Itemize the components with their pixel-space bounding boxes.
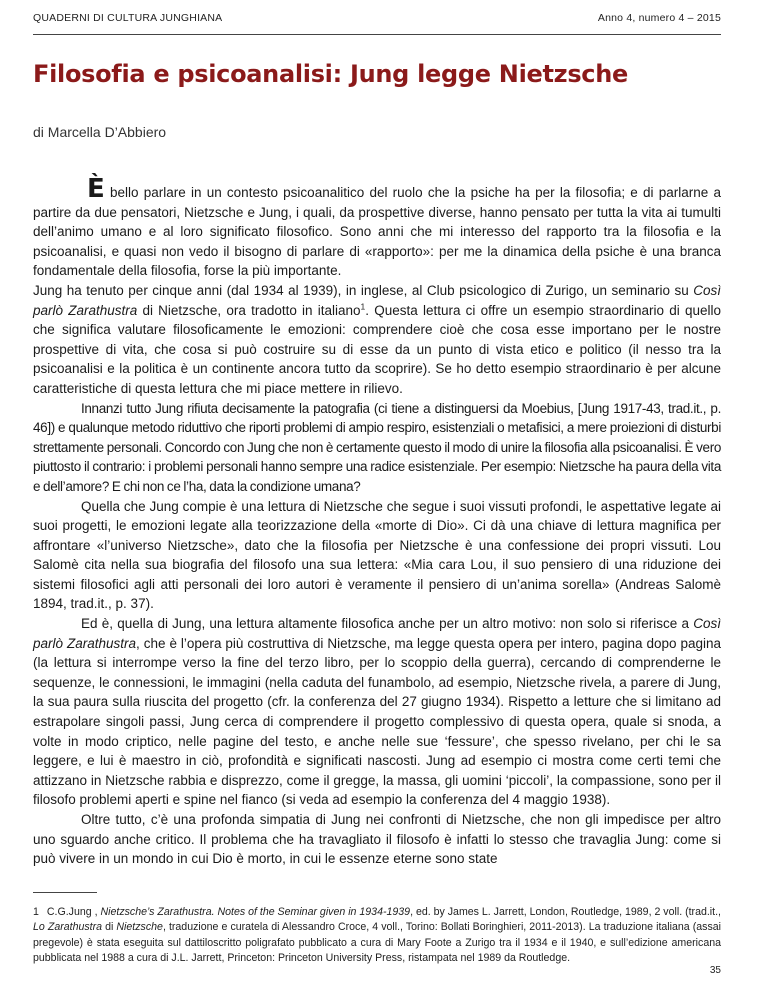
running-header bbox=[33, 12, 721, 28]
footnote-reference[interactable]: 1 bbox=[360, 301, 366, 312]
paragraph-4: Quella che Jung compie è una lettura di Nietzsche che segue i suoi vissuti profondi, le aspettative legate ai suoi progetti, le emozioni legate alla teorizzazione della «morte di Dio». Ci dà una chiave di lettura magnifica per affrontare «l’universo Nietzsche», dato che la filosofia per Nietzsche è una confessione dei propri vissuti. Lou Salomè cita nella sua biografia del filosofo una sua lettera: «Mia cara Lou, il suo pensiero di una riduzione dei sistemi filosofici agli atti personali dei loro autori è veramente il pensiero di un’anima sorella» (Andreas Salomè 1894, trad.it., p. 37). bbox=[33, 498, 721, 612]
paragraph-3: Innanzi tutto Jung rifiuta decisamente la patografia (ci tiene a distinguersi da Moebius, [Jung 1917-43, trad.it., p. 46]) e qualunque metodo riduttivo che riporti problemi di ampio respiro, esistenziali o metafisici, a mere proiezioni di disturbi strettamente personali. Concordo con Jung che non è certamente questo il modo di unire la filosofia alla psicoanalisi. È vero piuttosto il contrario: i problemi personali hanno sempre una radice esistenziale. Per esempio: Nietzsche ha paura della vita e dell’amore? E chi non ce l’ha, data la condizione umana? bbox=[33, 400, 721, 494]
paragraph-1-text: bello parlare in un contesto psicoanalitico del ruolo che la psiche ha per la filosofia; e di parlarne a partire da due pensatori, Nietzsche e Jung, i quali, da prospettive diverse, hanno pensato per tutta la vita ai tumulti dell’animo umano e al loro significato filosofico. Sono anni che mi interesso del rapporto tra la filosofia e la psicoanalisi, e quasi non vedo il bisogno di parlare di «rapporto»: per me la dinamica della psiche è una branca fondamentale della filosofia, forse la più importante. bbox=[33, 185, 721, 279]
book-title: Così parlò Zarathustra bbox=[33, 282, 721, 318]
footnote-rule bbox=[33, 892, 97, 893]
paragraph-5: Ed è, quella di Jung, una lettura altamente filosofica anche per un altro motivo: non solo si riferisce a Così parlò Zarathustra, che è l’opera più costruttiva di Nietzsche, ma legge questa opera per intero, pagina dopo pagina (la lettura si interrompe verso la fine del terzo libro, per lo scoppio della guerra), cercando di comprenderne le sequenze, le connessioni, le immagini (nella caduta del funambolo, ad esempio, Nietzsche rivela, a parere di Jung, la sua paura sulla riuscita del progetto (cfr. la conferenza del 27 giugno 1934). Rispetto a letture che si limitano ad estrapolare singoli passi, Jung cerca di comprendere il progetto complessivo di questa opera, quale si snoda, a volte in modo criptico, nelle pagine del testo, e anche nelle sue ‘fessure’, che spesso rivelano, per chi le sa leggere, e lui è maestro in ciò, profondità e significati nascosti. Jung ad esempio ci mostra come certi temi che attizzano in Nietzsche rabbia e disprezzo, come il gregge, la massa, gli uomini ‘piccoli’, la compassione, sono per il filosofo problemi aperti e spine nel fianco (si veda ad esempio la conferenza del 4 maggio 1938). bbox=[33, 616, 721, 808]
drop-cap: È bbox=[87, 174, 105, 204]
article-body bbox=[33, 176, 721, 869]
paragraph-1 bbox=[33, 176, 721, 281]
paragraph-2: Jung ha tenuto per cinque anni (dal 1934 al 1939), in inglese, al Club psicologico di Zurigo, un seminario su Così parlò Zarathustra di Nietzsche, ora tradotto in italiano$^1$. Questa lettura ci offre un esempio straordinario di quello che significa valutare filosoficamente le emozioni: comprendere cioè che cosa esse importano per le nostre prospettive di vita, che cosa si può costruire su di esse da un punto di vista etico e politico (il nesso tra la psicoanalisi e la politica è un continente ancora tutto da scoprire). Se ho detto esempio straordinario è per alcune caratteristiche di questa lettura che mi piace mettere in rilievo. bbox=[33, 282, 721, 396]
journal-name: QUADERNI DI CULTURA JUNGHIANA bbox=[33, 12, 223, 24]
article-title: Filosofia e psicoanalisi: Jung legge Nietzsche bbox=[33, 60, 629, 88]
author-byline: di Marcella D’Abbiero bbox=[33, 124, 167, 140]
page-number: 35 bbox=[709, 965, 721, 976]
issue-info: Anno 4, numero 4 – 2015 bbox=[597, 12, 721, 24]
footnote-number: 1 bbox=[33, 906, 39, 918]
book-title: Così parlò Zarathustra bbox=[33, 616, 721, 651]
paragraph-6: Oltre tutto, c’è una profonda simpatia di Jung nei confronti di Nietzsche, che non gli impedisce per altro uno sguardo anche critico. Il problema che ha travagliato il filosofo è infatti lo stesso che travaglia Jung: come si può vivere in un mondo in cui Dio è morto, in cui le essenze eterne sono state bbox=[33, 812, 721, 867]
footnote: 1 C.G.Jung , Nietzsche’s Zarathustra. Notes of the Seminar given in 1934-1939, ed. by James L. Jarrett, London, Routledge, 1989, 2 voll. (trad.it., Lo Zarathustra di Nietzsche, traduzione e curatela di Alessandro Croce, 4 voll., Torino: Bollati Boringhieri, 2011-2013). La traduzione italiana (assai pregevole) è stata eseguita sul dattiloscritto poligrafato pubblicato a cura di Mary Foote a Zurigo tra il 1934 e il 1940, e sull’edizione americana pubblicata nel 1988 a cura di J.L. Jarrett, Princeton: Princeton University Press, ristampata nel 1989 da Routledge. bbox=[33, 906, 721, 964]
header-rule bbox=[33, 34, 721, 35]
